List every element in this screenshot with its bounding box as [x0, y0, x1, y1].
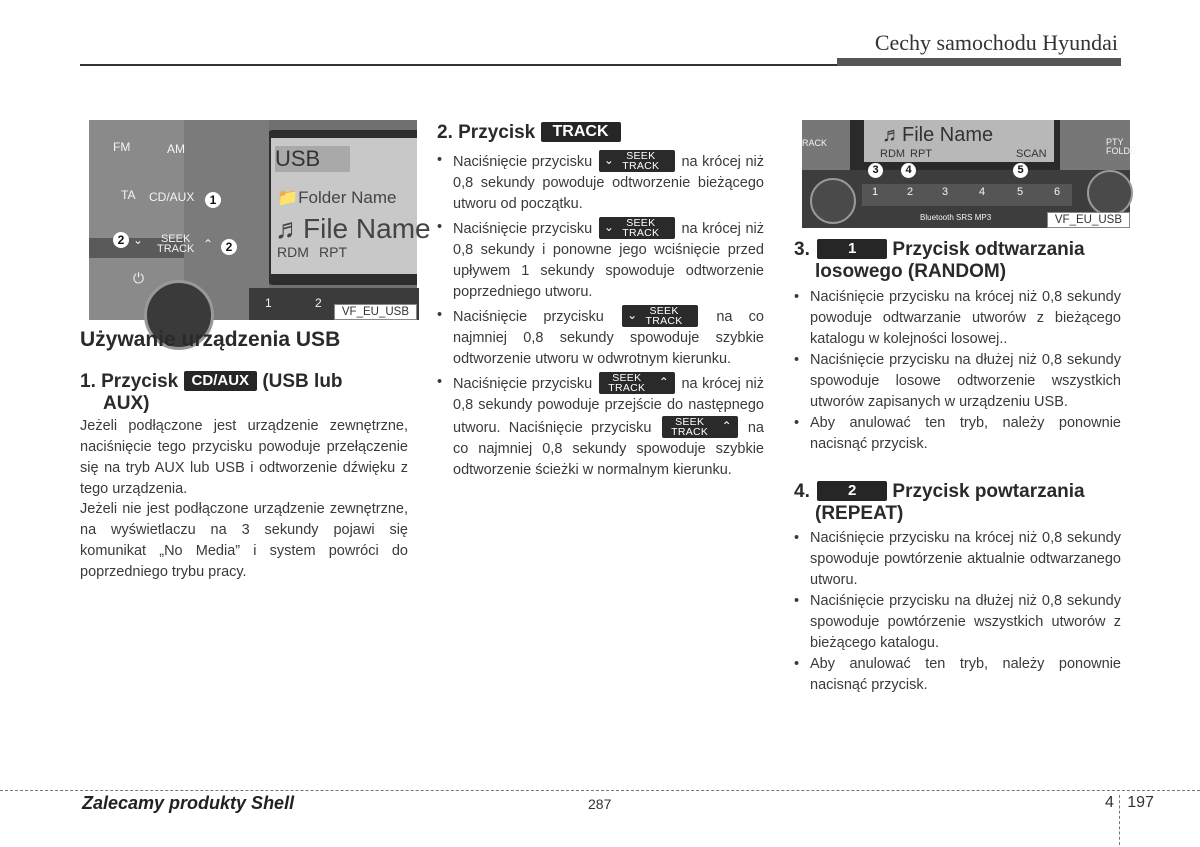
random-bullet-2: • Naciśnięcie przycisku na dłużej niż 0,8 sekundy spowoduje losowe odtworzenie wszystkich utworów zapisanych w urządzeniu USB. — [794, 350, 1121, 413]
display-usb: USB — [275, 146, 350, 172]
repeat-bullet-1: • Naciśnięcie przycisku na krócej niż 0,8 sekundy spowoduje powtórzenie aktualnie odtwarzanego utworu. — [794, 528, 1121, 591]
pty-folder-label: PTY FOLDE — [1106, 137, 1137, 156]
ta-label: TA — [121, 188, 136, 202]
display-rdm: RDM — [277, 244, 309, 260]
subheading-random: 3. 1 Przycisk odtwarzania losowego (RANDOM) — [794, 239, 1085, 282]
image-tag: VF_EU_USB — [334, 304, 417, 320]
logo-strip: Bluetooth SRS MP3 — [920, 213, 992, 222]
track-bullet-3: • Naciśnięcie przycisku ⌄ SEEK TRACK na co najmniej 0,8 sekundy spowoduje szybkie odtworzenie utworu w odwrotnym kierunku. — [437, 305, 764, 370]
repeat-bullet-2: • Naciśnięcie przycisku na dłużej niż 0,8 sekundy spowoduje powtórzenie wszystkich utworów z bieżącego katalogu. — [794, 591, 1121, 654]
section-heading: Używanie urządzenia USB — [80, 328, 341, 351]
paragraph-connected: Jeżeli podłączone jest urządzenie zewnętrzne, naciśnięcie tego przycisku powoduje przełączenie się na tryb AUX lub USB i odtworzenie dźwięku z tego urządzenia. — [80, 418, 408, 497]
key-5: 5 — [1017, 186, 1024, 198]
marker-3: 3 — [868, 163, 883, 178]
seek-down-icon: ⌄ SEEK TRACK — [622, 305, 698, 327]
footer-slogan: Zalecamy produkty Shell — [82, 793, 295, 813]
track-bullet-4: • Naciśnięcie przycisku SEEK TRACK ⌃ na krócej niż 0,8 sekundy powoduje przejście do następnego utworu. Naciśnięcie przycisku SEEK TRACK ⌃ na co najmniej 0,8 sekundy spowoduje szybkie odtworzenie ścieżki w normalnym kierunku. — [437, 372, 764, 481]
random-bullet-1: • Naciśnięcie przycisku na krócej niż 0,8 sekundy powoduje odtwarzanie utworów z bieżącego katalogu w kolejności losowej.. — [794, 287, 1121, 350]
seek-up-icon: SEEK TRACK ⌃ — [662, 416, 738, 438]
paragraph-not-connected: Jeżeli nie jest podłączone urządzenie zewnętrzne, na wyświetlaczu na 3 sekundy pojawi się komunikat „No Media” i system powróci do poprzedniego trybu pracy. — [80, 501, 408, 580]
button-1-icon: 1 — [817, 239, 887, 259]
footer-divider — [1119, 795, 1120, 845]
display-rpt-right: RPT — [910, 148, 932, 160]
subheading-repeat: 4. 2 Przycisk powtarzania (REPEAT) — [794, 481, 1085, 524]
display-file: ♬File Name — [275, 213, 431, 244]
cdaux-label: CD/AUX — [149, 190, 195, 204]
footer-sheet-number: 287 — [588, 796, 612, 812]
seek-track-label: SEEK TRACK — [157, 233, 195, 255]
key-4: 4 — [979, 186, 986, 198]
chevron-up-icon: ⌃ — [203, 237, 214, 251]
repeat-bullet-3: • Aby anulować ten tryb, należy ponownie nacisnąć przycisk. — [794, 654, 1121, 696]
radio-panel-image-right — [802, 120, 1137, 228]
header-rule — [80, 64, 837, 66]
chevron-down-icon: ⌄ — [133, 233, 144, 247]
marker-5: 5 — [1013, 163, 1028, 178]
cdaux-button-icon: CD/AUX — [184, 371, 258, 391]
seek-down-icon: ⌄ SEEK TRACK — [599, 217, 675, 239]
running-header: Cechy samochodu Hyundai — [874, 30, 1118, 55]
preset-2: 2 — [315, 296, 322, 310]
image-tag-right: VF_EU_USB — [1047, 212, 1130, 228]
am-label: AM — [167, 142, 185, 156]
marker-2b: 2 — [221, 239, 237, 255]
track-bullet-2: • Naciśnięcie przycisku ⌄ SEEK TRACK na krócej niż 0,8 sekundy i ponowne jego wciśnięcie przed upływem 1 sekundy spowoduje odtworzenie poprzedniego utworu. — [437, 217, 764, 303]
track-bullet-1: • Naciśnięcie przycisku ⌄ SEEK TRACK na krócej niż 0,8 sekundy powoduje odtworzenie bieżącego utworu od początku. — [437, 150, 764, 215]
display-rdm-right: RDM — [880, 148, 906, 160]
footer-page-number: 4 197 — [1105, 794, 1154, 811]
fm-label: FM — [113, 140, 131, 154]
marker-4: 4 — [901, 163, 916, 178]
display-scan: SCAN — [1016, 148, 1047, 160]
subheading-cdaux: 1. Przycisk CD/AUX (USB lub AUX) — [80, 371, 343, 414]
key-1: 1 — [872, 186, 879, 198]
seek-down-icon: ⌄ SEEK TRACK — [599, 150, 675, 172]
display-rpt: RPT — [319, 244, 347, 260]
track-button-icon: TRACK — [541, 122, 621, 142]
track-label-right: RACK — [802, 138, 828, 148]
random-bullet-3: • Aby anulować ten tryb, należy ponownie nacisnąć przycisk. — [794, 413, 1121, 455]
display-folder: 📁Folder Name — [277, 188, 397, 207]
footer-rule — [0, 790, 1200, 791]
marker-2a: 2 — [113, 232, 129, 248]
key-3: 3 — [942, 186, 949, 198]
power-icon: ⏻ — [133, 270, 145, 286]
key-2: 2 — [907, 186, 914, 198]
seek-up-icon: SEEK TRACK ⌃ — [599, 372, 675, 394]
radio-panel-image-left — [89, 120, 431, 320]
subheading-track: 2. Przycisk TRACK — [437, 122, 621, 144]
marker-1: 1 — [205, 192, 221, 208]
display-file-right: ♬File Name — [882, 124, 994, 146]
preset-1: 1 — [265, 296, 272, 310]
key-6: 6 — [1054, 186, 1061, 198]
header-bar — [837, 58, 1121, 66]
button-2-icon: 2 — [817, 481, 887, 501]
